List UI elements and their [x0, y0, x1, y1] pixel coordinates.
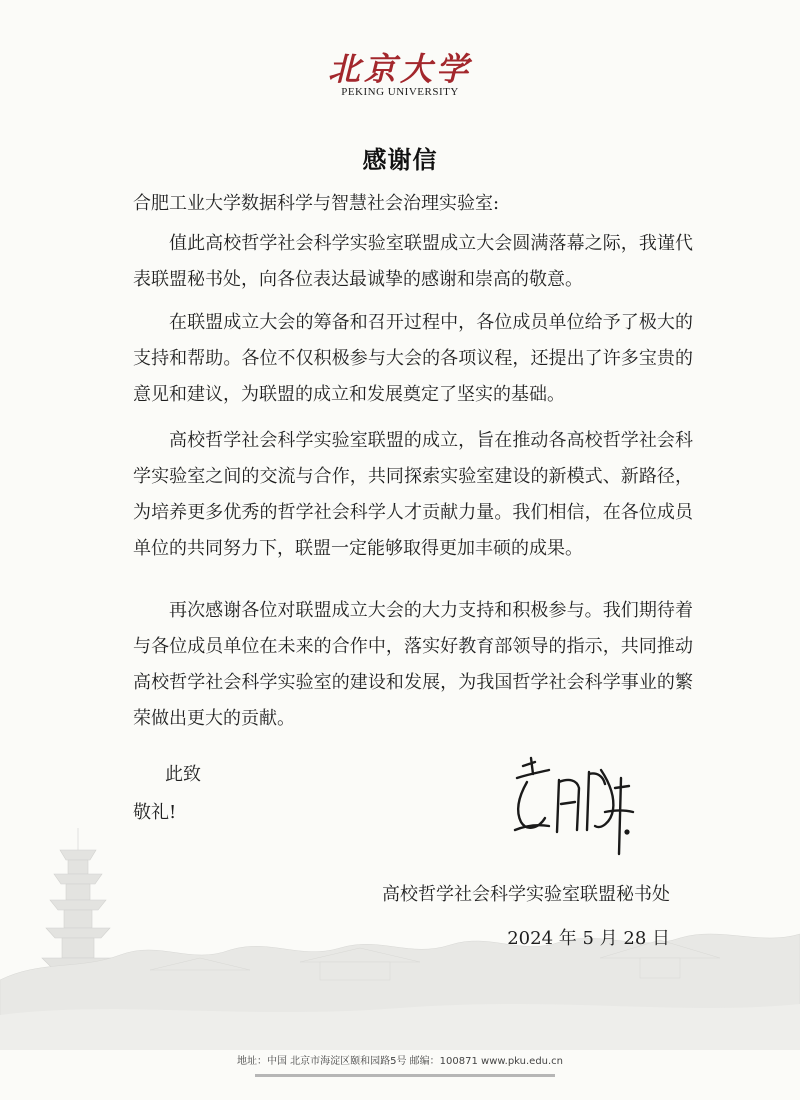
closing-line-2: 敬礼!: [133, 802, 177, 823]
salutation: 合肥工业大学数据科学与智慧社会治理实验室:: [133, 193, 500, 214]
university-logo-chinese: 北京大学: [327, 50, 472, 88]
body-paragraph-2: 在联盟成立大会的筹备和召开过程中，各位成员单位给予了极大的支持和帮助。各位不仅积极参与大会的各项议程，还提出了许多宝贵的意见和建议，为联盟的成立和发展奠定了坚实的基础。: [133, 312, 693, 405]
letter-date: 2024 年 5 月 28 日: [507, 928, 670, 949]
letter-title: 感谢信: [362, 146, 438, 174]
university-logo-english: PEKING UNIVERSITY: [341, 86, 459, 98]
body-paragraph-4: 再次感谢各位对联盟成立大会的大力支持和积极参与。我们期待着与各位成员单位在未来的合作中，落实好教育部领导的指示，共同推动高校哲学社会科学实验室的建设和发展，为我国哲学社会科学事业的繁荣做出更大的贡献。: [133, 600, 693, 729]
body-paragraph-1: 值此高校哲学社会科学实验室联盟成立大会圆满落幕之际，我谨代表联盟秘书处，向各位表达最诚挚的感谢和崇高的敬意。: [133, 233, 693, 290]
footer-divider: [255, 1074, 555, 1077]
footer-address: 地址：中国 北京市海淀区颐和园路5号 邮编：100871 www.pku.edu.cn: [236, 1056, 564, 1067]
handwritten-signature: [505, 752, 635, 867]
body-paragraph-3: 高校哲学社会科学实验室联盟的成立，旨在推动各高校哲学社会科学实验室之间的交流与合作，共同探索实验室建设的新模式、新路径，为培养更多优秀的哲学社会科学人才贡献力量。我们相信，在各位成员单位的共同努力下，联盟一定能够取得更加丰硕的成果。: [133, 430, 693, 559]
sender-organization: 高校哲学社会科学实验室联盟秘书处: [382, 884, 670, 905]
closing-line-1: 此致: [165, 764, 201, 785]
